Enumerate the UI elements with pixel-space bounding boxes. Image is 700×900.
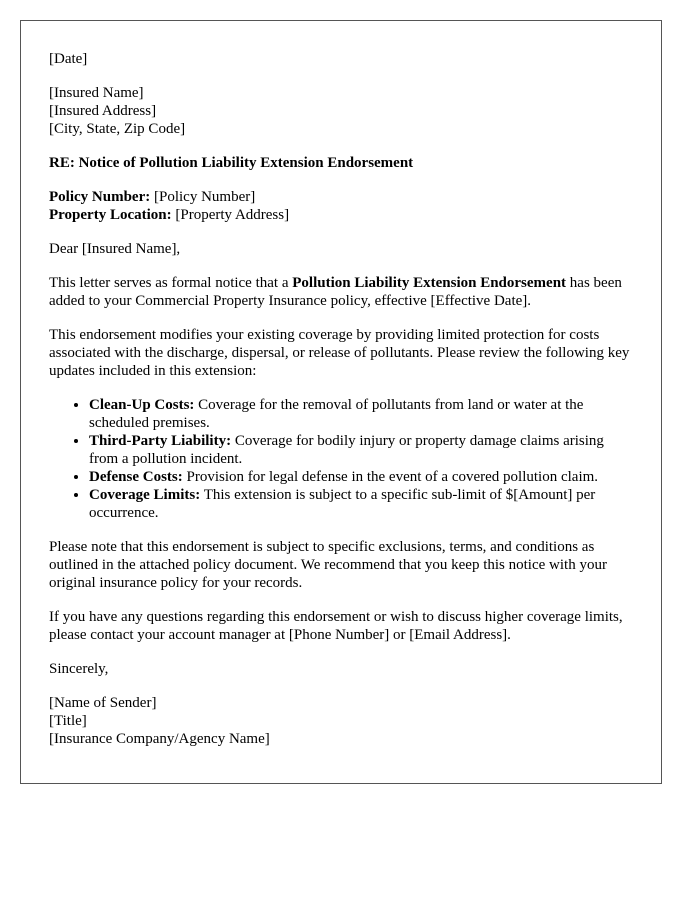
endorsement-paragraph: This endorsement modifies your existing coverage by providing limited protection for costs associated with the discharge, dispersal, or release of pollutants. Please review the following key updates included in this extension: xyxy=(49,327,630,379)
list-item xyxy=(89,432,633,468)
recipient-name: [Insured Name] xyxy=(49,85,144,101)
list-item-text: Provision for legal defense in the event of a covered pollution claim. xyxy=(182,469,599,485)
list-item-text: Coverage for bodily injury or property damage claims arising from a pollution incident. xyxy=(89,433,604,467)
list-item xyxy=(89,468,633,486)
list-item xyxy=(89,396,633,432)
re-line-text: RE: Notice of Pollution Liability Extension Endorsement xyxy=(49,155,414,171)
list-item-text: Coverage for the removal of pollutants from land or water at the scheduled premises. xyxy=(89,397,584,431)
intro-text-bold: Pollution Liability Extension Endorsement xyxy=(292,275,567,291)
sender-title: [Title] xyxy=(49,713,87,729)
sender-company: [Insurance Company/Agency Name] xyxy=(49,731,270,747)
list-item-label: Clean-Up Costs: xyxy=(89,397,195,413)
date: [Date] xyxy=(49,51,88,67)
policy-info xyxy=(49,188,633,224)
policy-number-value: [Policy Number] xyxy=(150,189,256,205)
intro-text-before: This letter serves as formal notice that a xyxy=(49,275,293,291)
key-updates-list xyxy=(49,396,633,522)
contact-paragraph: If you have any questions regarding this endorsement or wish to discuss higher coverage limits, please contact your account manager at [Phone Number] or [Email Address]. xyxy=(49,609,623,643)
intro-paragraph xyxy=(49,274,633,310)
recipient-city: [City, State, Zip Code] xyxy=(49,121,186,137)
closing: Sincerely, xyxy=(49,661,109,677)
signature-block xyxy=(49,694,633,748)
letter xyxy=(20,20,662,784)
list-item-label: Coverage Limits: xyxy=(89,487,201,503)
property-location-label: Property Location: xyxy=(49,207,172,223)
policy-number-label: Policy Number: xyxy=(49,189,151,205)
intro-text-after: has been added to your Commercial Property Insurance policy, effective [Effective Date]. xyxy=(49,275,622,309)
list-item xyxy=(89,486,633,522)
recipient-address: [Insured Address] xyxy=(49,103,157,119)
sender-name: [Name of Sender] xyxy=(49,695,157,711)
recipient-block xyxy=(49,84,633,138)
salutation: Dear [Insured Name], xyxy=(49,241,181,257)
list-item-label: Defense Costs: xyxy=(89,469,183,485)
list-item-text: This extension is subject to a specific sub-limit of $[Amount] per occurrence. xyxy=(89,487,596,521)
list-item-label: Third-Party Liability: xyxy=(89,433,232,449)
re-line xyxy=(49,154,633,172)
terms-paragraph: Please note that this endorsement is subject to specific exclusions, terms, and conditions as outlined in the attached policy document. We recommend that you keep this notice with your original insurance policy for your records. xyxy=(49,539,607,591)
property-location-value: [Property Address] xyxy=(171,207,290,223)
